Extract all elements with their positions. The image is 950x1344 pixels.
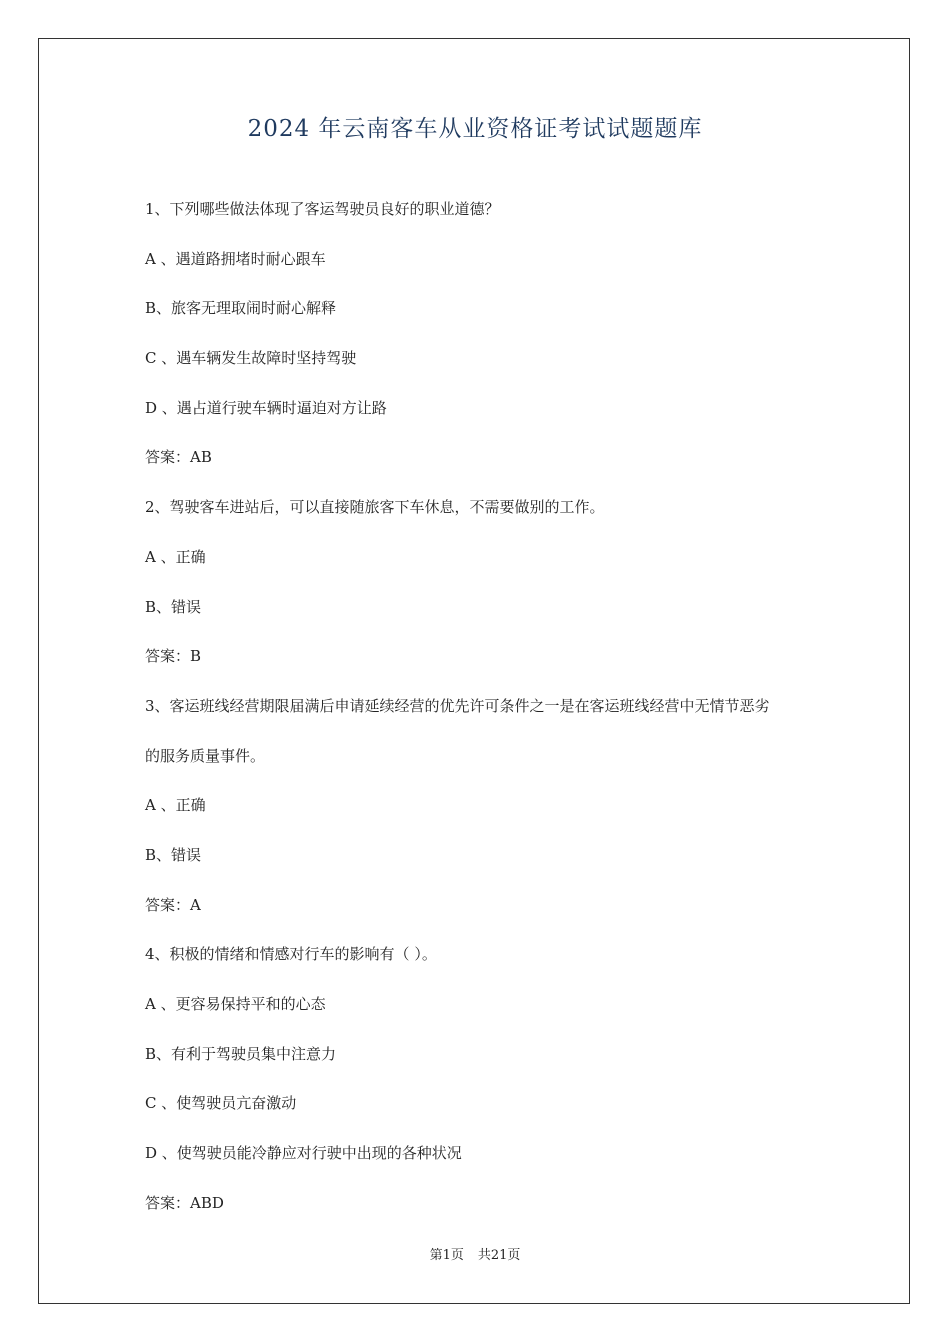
question-4-option-d: D 、使驾驶员能冷静应对行驶中出现的各种状况 — [145, 1144, 462, 1163]
question-2-option-a: A 、正确 — [145, 547, 206, 566]
question-4-stem: 4、积极的情绪和情感对行车的影响有（ ）。 — [145, 945, 437, 964]
document-title: 2024 年云南客车从业资格证考试试题题库 — [247, 116, 703, 142]
page-footer — [0, 1247, 950, 1265]
question-3-option-b: B、错误 — [145, 845, 202, 864]
question-4-option-a: A 、更容易保持平和的心态 — [145, 995, 326, 1013]
question-1-option-c: C 、遇车辆发生故障时坚持驾驶 — [145, 349, 357, 368]
question-1-answer: 答案：AB — [145, 448, 212, 467]
question-4-option-b: B、有利于驾驶员集中注意力 — [145, 1044, 337, 1063]
question-3-stem: 3、客运班线经营期限届满后申请延续经营的优先许可条件之一是在客运班线经营中无情节恶劣 — [145, 696, 770, 715]
question-3-answer: 答案：A — [145, 895, 201, 914]
question-1-stem: 1、下列哪些做法体现了客运驾驶员良好的职业道德？ — [145, 200, 500, 218]
question-1-option-a: A 、遇道路拥堵时耐心跟车 — [145, 249, 326, 268]
question-list — [145, 199, 835, 1242]
page-number-current: 第1页 — [429, 1248, 464, 1263]
question-1-option-b: B、旅客无理取闹时耐心解释 — [145, 299, 337, 318]
question-3-stem-continued: 的服务质量事件。 — [145, 746, 266, 765]
question-2-option-b: B、错误 — [145, 597, 202, 616]
question-2-answer: 答案：B — [145, 647, 202, 666]
question-4-answer: 答案：ABD — [145, 1193, 224, 1212]
question-2-stem: 2、驾驶客车进站后，可以直接随旅客下车休息，不需要做别的工作。 — [145, 498, 605, 517]
question-3-option-a: A 、正确 — [145, 796, 206, 815]
question-1-option-d: D 、遇占道行驶车辆时逼迫对方让路 — [145, 398, 387, 417]
page-number-total: 共21页 — [477, 1248, 521, 1263]
question-4-option-c: C 、使驾驶员亢奋激动 — [145, 1094, 297, 1113]
